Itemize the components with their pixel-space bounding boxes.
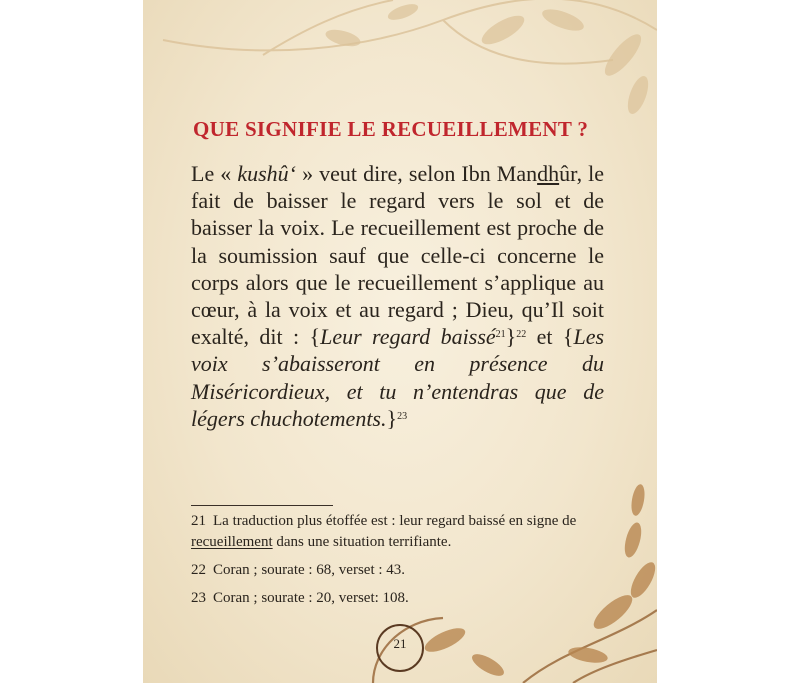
footnote-ref-23: 23 (397, 410, 408, 422)
footnote-number: 22 (191, 562, 206, 578)
quran-quote-2: Les voix s’abaisseront en présence du Miséricordieux, et tu n’entendras que de légers chuchotements. (191, 324, 605, 431)
footnote-ref-22: 22 (516, 329, 527, 341)
footnote-number: 23 (191, 590, 206, 606)
section-heading: QUE SIGNIFIE LE RECUEILLEMENT ? (193, 117, 589, 141)
footnote-divider (191, 505, 333, 506)
quran-quote-1: Leur regard baissé (320, 324, 496, 350)
underlined-letters: dh (537, 161, 560, 186)
footnote-23: 23 Coran ; sourate : 20, verset: 108. (191, 588, 611, 609)
book-page (143, 0, 657, 683)
bottom-vine (373, 610, 657, 683)
footnote-ref-21: 21 (495, 329, 506, 341)
top-leaves (324, 1, 653, 117)
arabic-term: kushû‘ (237, 161, 297, 186)
body-paragraph: Le « kushû‘ » veut dire, selon Ibn Mandhûr, le fait de baisser le regard vers le sol et de baisser la voix. Le recueillement est proche de la soumission sauf que celle-ci concerne le corps alors que le recueillement s’applique au cœur, à la voix et au regard ; Dieu, qu’Il soit exalté, dit : {Leur regard baissé$^{21}$}$^{22}$ et {Les voix s’abaisseront en présence du Miséricordieux, et tu n’entendras que de légers chuchotements.}$^{23}$ (191, 161, 605, 431)
footnote-22: 22 Coran ; sourate : 68, verset : 43. (191, 560, 611, 581)
page-number: 21 (393, 636, 407, 651)
top-vine (163, 0, 657, 64)
footnote-21: 21 La traduction plus étoffée est : leur regard baissé en signe de recueillement dans une situation terrifiante. (191, 513, 577, 550)
footnote-number: 21 (191, 513, 206, 529)
